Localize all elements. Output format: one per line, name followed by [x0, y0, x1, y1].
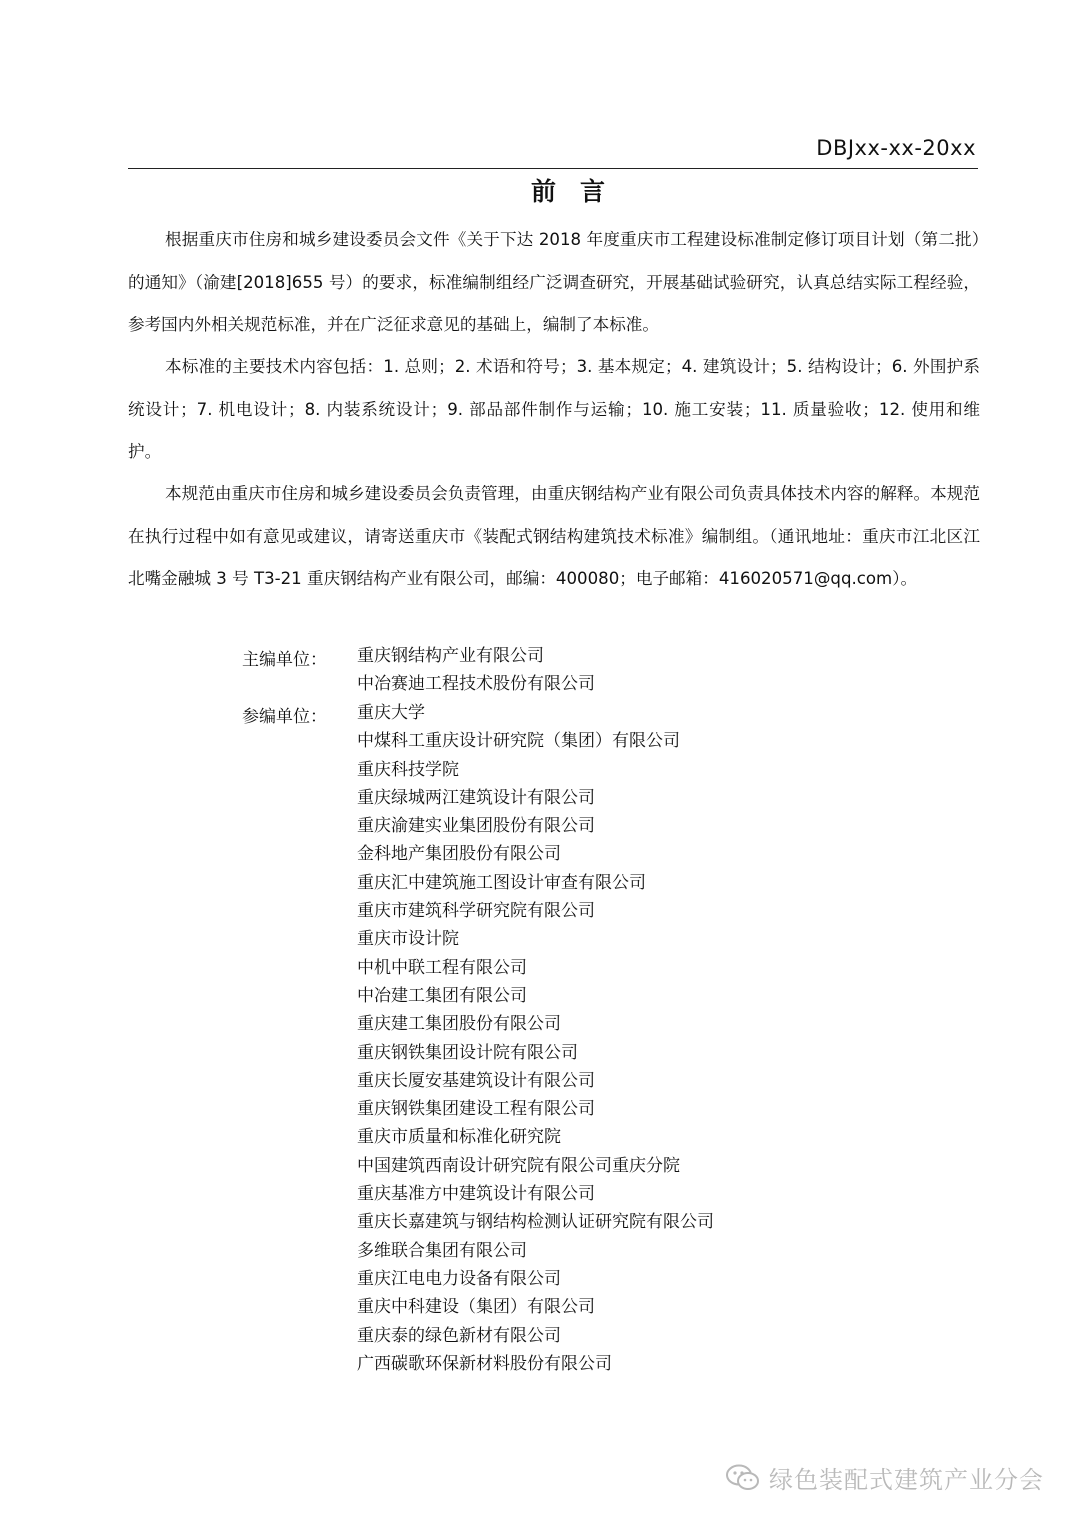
participating-unit-item: 金科地产集团股份有限公司	[357, 844, 561, 865]
paragraph-basis: 根据重庆市住房和城乡建设委员会文件《关于下达 2018 年度重庆市工程建设标准制定修订项目计划（第二批）的通知》（渝建[2018]655 号）的要求，标准编制组经广泛调查研究，开展基础试验研究，认真总结实际工程经验，参考国内外相关规范标准，并在广泛征求意见的基础上，编制了本标准。	[128, 230, 980, 334]
document-code: DBJxx-xx-20xx	[816, 136, 976, 160]
chief-unit-item: 重庆钢结构产业有限公司	[357, 646, 544, 666]
watermark-text: 绿色装配式建筑产业分会	[769, 1466, 1044, 1494]
participating-unit-item: 重庆江电电力设备有限公司	[357, 1268, 561, 1289]
paragraph-contents: 本标准的主要技术内容包括：1. 总则；2. 术语和符号；3. 基本规定；4. 建筑设计；5. 结构设计；6. 外围护系统设计；7. 机电设计；8. 内装系统设计；9. 部品部件制作与运输；10. 施工安装；11. 质量验收；12. 使用和维护。	[128, 357, 980, 461]
participating-unit-item: 中机中联工程有限公司	[357, 957, 527, 978]
participating-unit-item: 重庆钢铁集团设计院有限公司	[357, 1042, 578, 1063]
chief-unit-item: 中冶赛迪工程技术股份有限公司	[357, 674, 595, 695]
participating-unit-item: 广西碳歌环保新材料股份有限公司	[357, 1353, 612, 1374]
page-title: 前言	[530, 177, 629, 206]
header-rule	[128, 168, 978, 169]
participating-unit-item: 重庆大学	[357, 703, 425, 723]
participating-unit-item: 重庆渝建实业集团股份有限公司	[357, 816, 595, 837]
participating-unit-item: 重庆绿城两江建筑设计有限公司	[357, 787, 595, 808]
participating-unit-item: 重庆汇中建筑施工图设计审查有限公司	[357, 872, 646, 893]
watermark	[725, 1460, 1044, 1495]
wechat-icon	[725, 1463, 761, 1493]
participating-units-label: 参编单位：	[242, 707, 327, 727]
participating-unit-item: 中冶建工集团有限公司	[357, 985, 527, 1006]
participating-unit-item: 重庆市设计院	[357, 929, 459, 950]
participating-unit-item: 重庆中科建设（集团）有限公司	[357, 1297, 595, 1318]
participating-unit-item: 重庆钢铁集团建设工程有限公司	[357, 1099, 595, 1120]
participating-unit-item: 重庆基准方中建筑设计有限公司	[357, 1184, 595, 1205]
chief-units-label: 主编单位：	[242, 650, 327, 670]
participating-unit-item: 重庆长厦安基建筑设计有限公司	[357, 1070, 595, 1091]
participating-unit-item: 重庆市建筑科学研究院有限公司	[357, 901, 595, 922]
participating-unit-item: 重庆市质量和标准化研究院	[357, 1127, 561, 1148]
participating-unit-item: 中煤科工重庆设计研究院（集团）有限公司	[357, 731, 680, 752]
participating-unit-item: 重庆长嘉建筑与钢结构检测认证研究院有限公司	[357, 1212, 714, 1233]
participating-unit-item: 重庆建工集团股份有限公司	[357, 1014, 561, 1035]
participating-unit-item: 重庆科技学院	[357, 759, 459, 780]
participating-unit-item: 多维联合集团有限公司	[357, 1240, 527, 1261]
participating-unit-item: 中国建筑西南设计研究院有限公司重庆分院	[357, 1155, 680, 1176]
participating-units-list	[357, 699, 714, 1378]
chief-units-list	[357, 642, 595, 699]
participating-unit-item: 重庆泰的绿色新材有限公司	[357, 1325, 561, 1346]
paragraph-management: 本规范由重庆市住房和城乡建设委员会负责管理，由重庆钢结构产业有限公司负责具体技术内容的解释。本规范在执行过程中如有意见或建议，请寄送重庆市《装配式钢结构建筑技术标准》编制组。（通讯地址：重庆市江北区江北嘴金融城 3 号 T3-21 重庆钢结构产业有限公司，邮编：400080；电子邮箱：416020571@qq.com）。	[128, 484, 980, 588]
